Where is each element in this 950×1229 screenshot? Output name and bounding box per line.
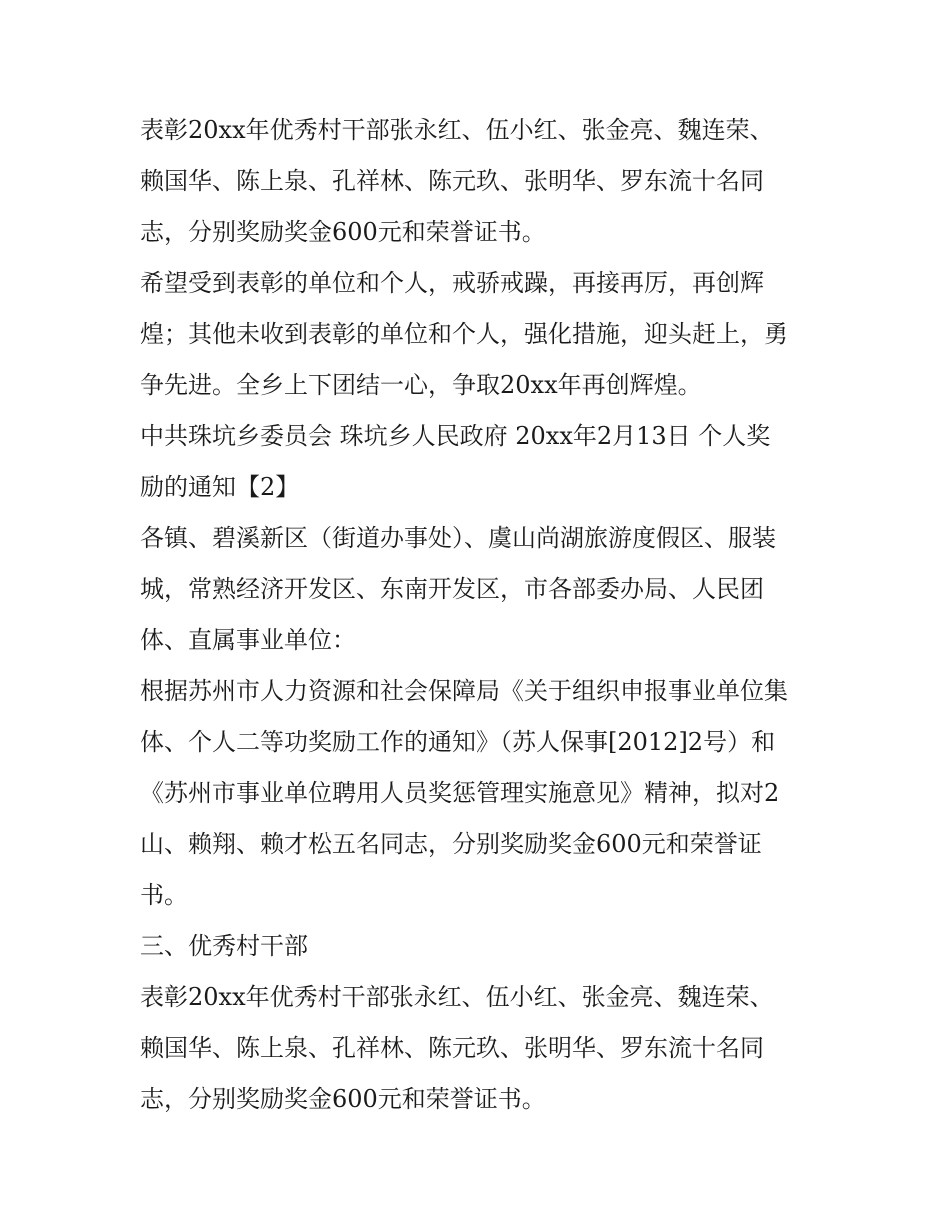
text-line: 各镇、碧溪新区（街道办事处）、虞山尚湖旅游度假区、服装 — [140, 524, 776, 552]
text-line: 根据苏州市人力资源和社会保障局《关于组织申报事业单位集 — [140, 677, 788, 705]
text-line: 希望受到表彰的单位和个人，戒骄戒躁，再接再厉，再创辉 — [140, 269, 764, 297]
paragraph-addressees — [140, 513, 820, 666]
document-body — [140, 105, 820, 1125]
text-line: 中共珠坑乡委员会 珠坑乡人民政府 20xx年2月13日 个人奖 — [140, 422, 771, 450]
paragraph-award-village-cadres — [140, 105, 820, 258]
text-line: 表彰20xx年优秀村干部张永红、伍小红、张金亮、魏连荣、 — [140, 116, 774, 144]
text-line: 志，分别奖励奖金600元和荣誉证书。 — [140, 218, 546, 246]
paragraph-basis — [140, 666, 820, 921]
text-line: 《苏州市事业单位聘用人员奖惩管理实施意见》精神，拟对2 — [140, 779, 780, 807]
text-line: 书。 — [140, 881, 188, 909]
section-heading — [140, 921, 820, 972]
text-line: 争先进。全乡上下团结一心，争取20xx年再创辉煌。 — [140, 371, 702, 399]
paragraph-signature-and-title — [140, 411, 820, 513]
text-line: 体、个人二等功奖励工作的通知》（苏人保事[2012]2号）和 — [140, 728, 776, 756]
text-line: 志，分别奖励奖金600元和荣誉证书。 — [140, 1085, 546, 1113]
text-line: 励的通知【2】 — [140, 473, 300, 501]
text-line: 城，常熟经济开发区、东南开发区，市各部委办局、人民团 — [140, 575, 764, 603]
text-line: 山、赖翔、赖才松五名同志，分别奖励奖金600元和荣誉证 — [140, 830, 762, 858]
text-line: 三、优秀村干部 — [140, 932, 308, 960]
paragraph-award-village-cadres-repeat — [140, 972, 820, 1125]
text-line: 体、直属事业单位： — [140, 626, 356, 654]
text-line: 表彰20xx年优秀村干部张永红、伍小红、张金亮、魏连荣、 — [140, 983, 774, 1011]
text-line: 赖国华、陈上泉、孔祥林、陈元玖、张明华、罗东流十名同 — [140, 1034, 764, 1062]
text-line: 赖国华、陈上泉、孔祥林、陈元玖、张明华、罗东流十名同 — [140, 167, 764, 195]
paragraph-encouragement — [140, 258, 820, 411]
text-line: 煌；其他未收到表彰的单位和个人，强化措施，迎头赶上，勇 — [140, 320, 788, 348]
